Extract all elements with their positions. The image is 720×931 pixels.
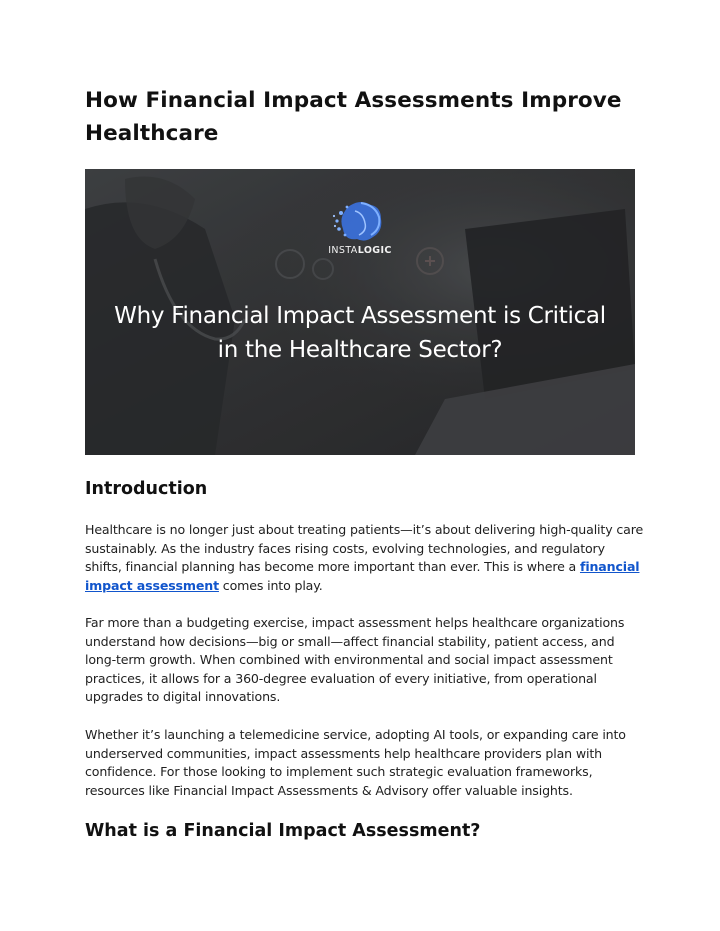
section-heading-introduction: Introduction [85, 479, 208, 499]
hero-image [85, 169, 635, 455]
brand-logo-text: INSTALOGIC [328, 245, 392, 256]
intro-paragraph-3: Whether it’s launching a telemedicine service, adopting AI tools, or expanding care into underserved communities, impact assessments help healthcare providers plan with confidence. For those looking to implement such strategic evaluation frameworks, resources like Financial Impact Assessments & Advisory offer valuable insights. [85, 727, 626, 798]
article-title: How Financial Impact Assessments Improve Healthcare [85, 88, 622, 146]
financial-impact-assessment-link[interactable]: financial impact assessment [85, 559, 640, 593]
intro-paragraph-2: Far more than a budgeting exercise, impact assessment helps healthcare organizations understand how decisions—big or small—affect financial stability, patient access, and long-term growth. When combined with environmental and social impact assessment practices, it allows for a 360-degree evaluation of every initiative, from operational upgrades to digital innovations. [85, 615, 625, 705]
brain-logo-icon [329, 199, 393, 249]
section-heading-what-is: What is a Financial Impact Assessment? [85, 821, 481, 841]
hero-headline: Why Financial Impact Assessment is Critical in the Healthcare Sector? [114, 303, 606, 363]
intro-paragraph-1: Healthcare is no longer just about treating patients—it’s about delivering high-quality care sustainably. As the industry faces rising costs, evolving technologies, and regulatory shifts, financial planning has become more important than ever. This is where a financial impact assessment comes into play. [85, 522, 644, 593]
